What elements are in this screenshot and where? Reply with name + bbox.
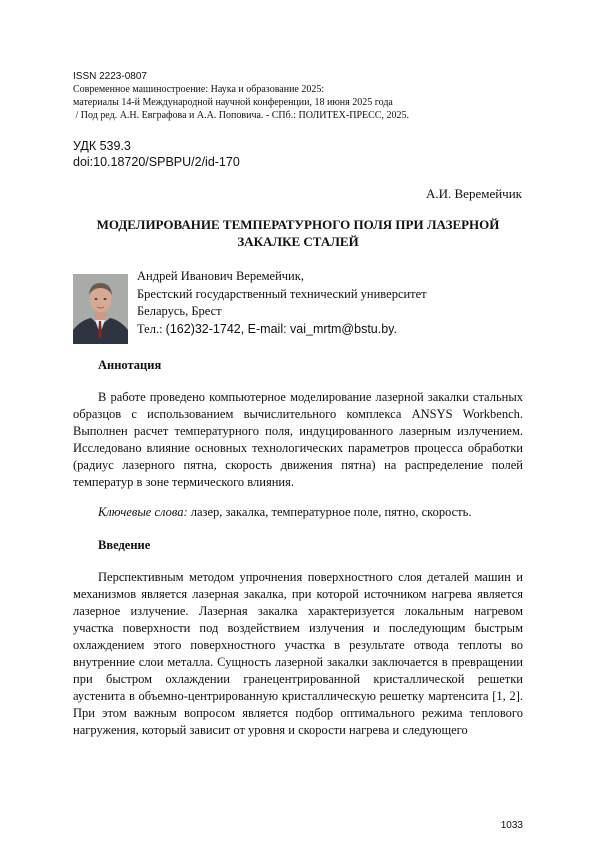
- udk: УДК 539.3: [73, 139, 131, 153]
- abstract-body: [73, 389, 523, 491]
- author-photo: [73, 274, 128, 344]
- contact-label: Тел.:: [137, 321, 166, 336]
- contact-value: (162)32-1742, E-mail: vai_mrtm@bstu.by.: [165, 321, 397, 336]
- header-line-3: / Под ред. А.Н. Евграфова и А.А. Поповича. - СПб.: ПОЛИТЕХ-ПРЕСС, 2025.: [73, 110, 409, 121]
- author-contact: [137, 321, 427, 339]
- publication-header: [73, 70, 409, 122]
- intro-text: Перспективным методом упрочнения поверхностного слоя деталей машин и механизмов является лазерная закалка, при которой источником нагрева является лазерное излучение. Лазерная закалка характеризуется локальным нагревом участка поверхности под воздействием излучения и последующим быстрым охлаждением этого поверхностного участка в результате отвода теплоты во внутренние слои металла. Сущность лазерной закалки заключается в превращении при быстром охлаждении гранецентрированной кристаллической решетки аустенита в объемно-центрированную кристаллическую решетку мартенсита [1, 2]. При этом важным вопросом является подбор оптимального режима теплового нагружения, который зависит от уровня и скорости нагрева и следующего: [73, 570, 523, 737]
- header-line-1: Современное машиностроение: Наука и образование 2025:: [73, 84, 325, 95]
- author-name: Андрей Иванович Веремейчик,: [137, 269, 304, 283]
- keywords-line: [98, 505, 471, 520]
- intro-body: [73, 569, 523, 739]
- author-affiliation: [137, 268, 427, 338]
- abstract-text: В работе проведено компьютерное моделирование лазерной закалки стальных образцов с использованием вычислительного комплекса ANSYS Workbench. Выполнен расчет температурного поля, индуцированного лазерным излучением. Исследовано влияние основных технологических параметров процесса обработки (радиус лазерного пятна, скорость движения пятна) на распределение полей температур в зоне термического влияния.: [73, 390, 523, 489]
- header-line-2: материалы 14-й Международной научной конференции, 18 июня 2025 года: [73, 97, 393, 108]
- author-short: А.И. Веремейчик: [425, 186, 522, 201]
- intro-heading: Введение: [98, 538, 151, 552]
- author-location: Беларусь, Брест: [137, 304, 222, 318]
- abstract-heading: Аннотация: [98, 358, 162, 372]
- page-number: 1033: [500, 820, 523, 831]
- udk-doi-block: [73, 138, 240, 170]
- doi: doi:10.18720/SPBPU/2/id-170: [73, 155, 240, 169]
- author-university: Брестский государственный технический университет: [137, 286, 427, 301]
- author-portrait-icon: [73, 274, 128, 344]
- keywords-text: лазер, закалка, температурное поле, пятно, скорость.: [187, 505, 472, 519]
- keywords-label: Ключевые слова:: [98, 505, 188, 519]
- paper-title: МОДЕЛИРОВАНИЕ ТЕМПЕРАТУРНОГО ПОЛЯ ПРИ ЛАЗЕРНОЙ ЗАКАЛКЕ СТАЛЕЙ: [96, 217, 500, 249]
- issn: ISSN 2223-0807: [73, 71, 147, 82]
